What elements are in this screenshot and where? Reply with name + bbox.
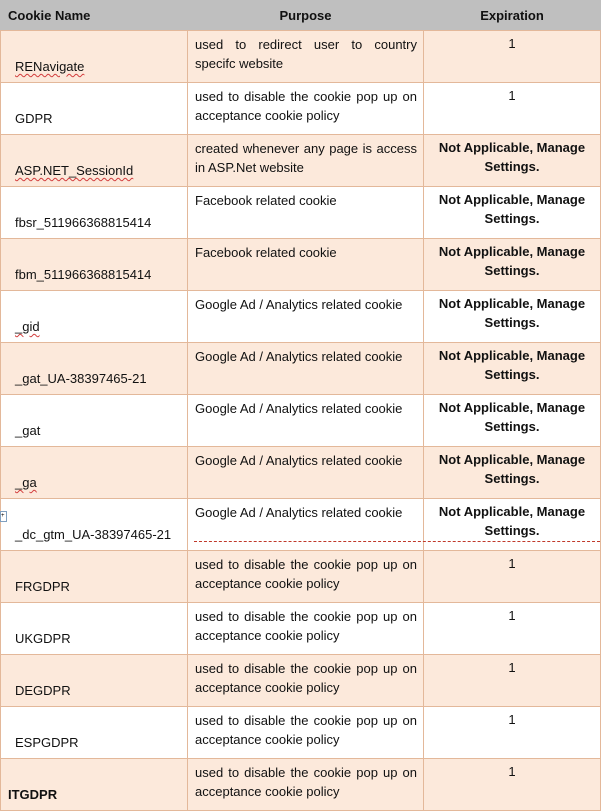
header-purpose: Purpose (188, 1, 424, 31)
expiration-value: 1 (508, 660, 516, 675)
cookie-name-cell (1, 135, 188, 187)
expiration-value: Not Applicable, Manage Settings. (438, 400, 586, 434)
cookie-name-cell (1, 239, 188, 291)
expiration-cell (424, 395, 601, 447)
purpose-text: Facebook related cookie (195, 245, 337, 260)
cookie-name-cell (1, 291, 188, 343)
expiration-value: Not Applicable, Manage Settings. (438, 140, 586, 174)
cookie-name: fbm_511966368815414 (15, 267, 152, 282)
expiration-cell (424, 135, 601, 187)
cookie-name: UKGDPR (15, 631, 71, 646)
table-move-handle-icon[interactable]: + (0, 511, 7, 522)
cookie-name: _gat (15, 423, 41, 438)
purpose-text: used to disable the cookie pop up on acceptance cookie policy (195, 661, 417, 695)
purpose-cell[interactable] (188, 291, 424, 343)
purpose-text: created whenever any page is access in ASP.Net website (195, 141, 417, 175)
table-row (1, 343, 601, 395)
expiration-cell (424, 447, 601, 499)
cookie-name: GDPR (15, 111, 53, 126)
purpose-cell[interactable] (188, 135, 424, 187)
purpose-text: used to disable the cookie pop up on acceptance cookie policy (195, 89, 417, 123)
expiration-cell (424, 239, 601, 291)
purpose-text: Google Ad / Analytics related cookie (195, 349, 403, 364)
expiration-cell (424, 83, 601, 135)
cookie-name-cell (1, 759, 188, 811)
cookie-name-cell (1, 31, 188, 83)
table-row (1, 83, 601, 135)
table-row (1, 499, 601, 551)
cookie-name-cell (1, 551, 188, 603)
purpose-cell[interactable] (188, 239, 424, 291)
cookie-name-cell (1, 447, 188, 499)
expiration-cell (424, 343, 601, 395)
purpose-cell[interactable] (188, 707, 424, 759)
cookie-name: _dc_gtm_UA-38397465-21 (15, 527, 172, 542)
expiration-cell (424, 499, 601, 551)
expiration-value: 1 (508, 88, 516, 103)
header-cookie-name: Cookie Name (1, 1, 188, 31)
expiration-cell (424, 187, 601, 239)
expiration-cell (424, 291, 601, 343)
cookie-name: fbsr_511966368815414 (15, 215, 152, 230)
expiration-value: 1 (508, 556, 516, 571)
cookie-name: ASP.NET_SessionId (15, 163, 134, 178)
cookie-name-cell (1, 655, 188, 707)
expiration-value: Not Applicable, Manage Settings. (438, 348, 586, 382)
purpose-cell[interactable] (188, 395, 424, 447)
cookie-name-cell (1, 603, 188, 655)
purpose-text: used to disable the cookie pop up on acceptance cookie policy (195, 713, 417, 747)
cookie-name-cell (1, 83, 188, 135)
expiration-value: 1 (508, 608, 516, 623)
expiration-value: Not Applicable, Manage Settings. (438, 452, 586, 486)
purpose-text: used to disable the cookie pop up on acceptance cookie policy (195, 765, 417, 799)
table-row (1, 395, 601, 447)
expiration-value: Not Applicable, Manage Settings. (438, 192, 586, 226)
purpose-cell[interactable] (188, 187, 424, 239)
revision-dashed-line (194, 541, 600, 542)
table-row (1, 707, 601, 759)
cookie-name: _gid (15, 319, 40, 334)
expiration-cell (424, 707, 601, 759)
expiration-cell (424, 551, 601, 603)
table-row (1, 291, 601, 343)
purpose-text: Google Ad / Analytics related cookie (195, 505, 403, 520)
cookie-name-cell (1, 343, 188, 395)
purpose-text: used to redirect user to country specifc website (195, 37, 417, 71)
table-row (1, 239, 601, 291)
expiration-cell (424, 655, 601, 707)
table-row (1, 655, 601, 707)
expiration-cell (424, 759, 601, 811)
purpose-text: used to disable the cookie pop up on acceptance cookie policy (195, 609, 417, 643)
purpose-text: Google Ad / Analytics related cookie (195, 297, 403, 312)
purpose-cell[interactable] (188, 31, 424, 83)
expiration-value: Not Applicable, Manage Settings. (438, 296, 586, 330)
purpose-cell[interactable] (188, 603, 424, 655)
expiration-cell (424, 603, 601, 655)
cookie-name: _ga (15, 475, 37, 490)
purpose-cell[interactable] (188, 343, 424, 395)
cookie-name: FRGDPR (15, 579, 70, 594)
expiration-cell (424, 31, 601, 83)
table-row (1, 187, 601, 239)
cookie-name: ESPGDPR (15, 735, 79, 750)
expiration-value: Not Applicable, Manage Settings. (438, 244, 586, 278)
purpose-text: Facebook related cookie (195, 193, 337, 208)
table-row (1, 447, 601, 499)
cookie-name: RENavigate (15, 59, 85, 74)
table-row (1, 31, 601, 83)
table-row (1, 551, 601, 603)
cookie-name-cell (1, 395, 188, 447)
table-row (1, 759, 601, 811)
table-row (1, 135, 601, 187)
table-row (1, 603, 601, 655)
purpose-cell[interactable] (188, 499, 424, 551)
expiration-value: 1 (508, 36, 516, 51)
purpose-cell[interactable] (188, 447, 424, 499)
purpose-cell[interactable] (188, 551, 424, 603)
expiration-value: Not Applicable, Manage Settings. (438, 504, 586, 538)
header-row (1, 1, 601, 31)
cookie-name-cell (1, 499, 188, 551)
header-expiration: Expiration (424, 1, 601, 31)
purpose-text: used to disable the cookie pop up on acceptance cookie policy (195, 557, 417, 591)
purpose-cell[interactable] (188, 759, 424, 811)
purpose-cell[interactable] (188, 655, 424, 707)
cookie-name: DEGDPR (15, 683, 71, 698)
expiration-value: 1 (508, 764, 516, 779)
purpose-cell[interactable] (188, 83, 424, 135)
cookie-name: _gat_UA-38397465-21 (15, 371, 147, 386)
expiration-value: 1 (508, 712, 516, 727)
purpose-text: Google Ad / Analytics related cookie (195, 401, 403, 416)
purpose-text: Google Ad / Analytics related cookie (195, 453, 403, 468)
cookie-name-cell (1, 187, 188, 239)
cookie-name-cell (1, 707, 188, 759)
cookie-name: ITGDPR (8, 787, 58, 802)
